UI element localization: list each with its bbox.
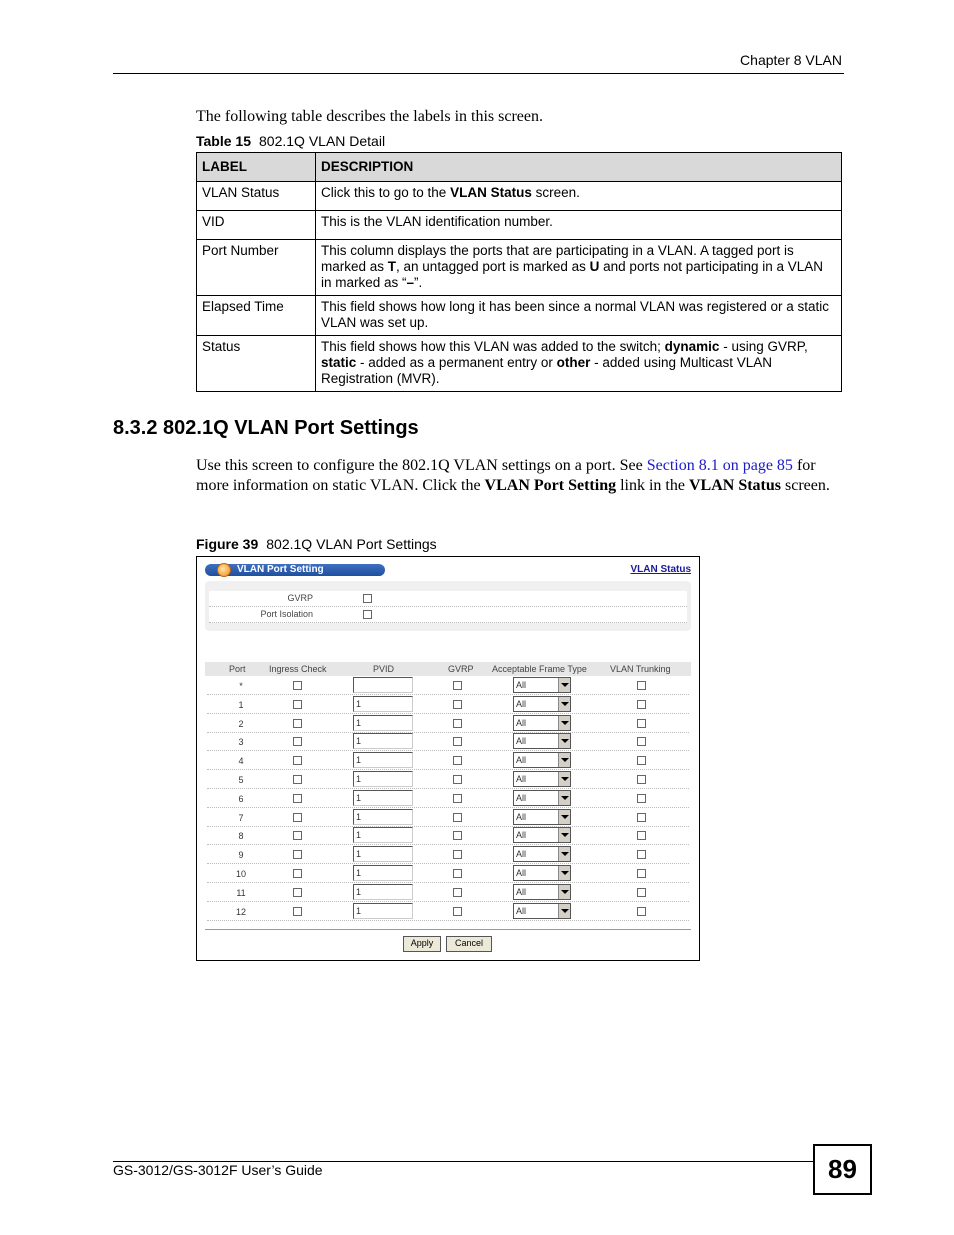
table-row <box>197 336 842 392</box>
gvrp-port-checkbox[interactable] <box>453 831 462 840</box>
port-isolation-row <box>209 607 687 623</box>
dropdown-arrow-icon <box>558 791 570 805</box>
gvrp-port-checkbox[interactable] <box>453 794 462 803</box>
ingress-check-checkbox[interactable] <box>293 831 302 840</box>
gvrp-label: GVRP <box>287 593 313 603</box>
ingress-check-checkbox[interactable] <box>293 681 302 690</box>
bottom-divider <box>205 929 691 930</box>
vlan-trunking-checkbox[interactable] <box>637 681 646 690</box>
port-row <box>207 770 689 789</box>
gvrp-port-checkbox[interactable] <box>453 756 462 765</box>
frame-type-select[interactable] <box>513 846 571 862</box>
row-description: This column displays the ports that are participating in a VLAN. A tagged port is marked as T, an untagged port is marked as U and ports not participating in a VLAN in marked as “–”. <box>316 240 842 296</box>
port-number: 1 <box>238 699 244 710</box>
header-rule <box>113 73 844 74</box>
col-description: DESCRIPTION <box>316 153 842 182</box>
dropdown-arrow-icon <box>558 885 570 899</box>
figure-number: Figure 39 <box>196 536 259 552</box>
frame-type-select[interactable] <box>513 809 571 825</box>
vlan-trunking-checkbox[interactable] <box>637 907 646 916</box>
port-row <box>207 902 689 921</box>
frame-type-value: All <box>516 774 527 784</box>
gvrp-port-checkbox[interactable] <box>453 775 462 784</box>
port-row <box>207 714 689 733</box>
port-isolation-checkbox[interactable] <box>363 610 372 619</box>
port-row <box>207 864 689 883</box>
frame-type-select[interactable] <box>513 715 571 731</box>
vlan-trunking-checkbox[interactable] <box>637 775 646 784</box>
pvid-input[interactable]: 1 <box>353 865 413 881</box>
port-number: 6 <box>238 793 244 804</box>
section-paragraph: Use this screen to configure the 802.1Q VLAN settings on a port. See Section 8.1 on page 85 for more information on static VLAN. Click the VLAN Port Setting link in the VLAN Status screen. <box>196 457 830 494</box>
frame-type-value: All <box>516 755 527 766</box>
frame-type-select[interactable] <box>513 827 571 843</box>
ingress-check-checkbox[interactable] <box>293 737 302 746</box>
row-label: VLAN Status <box>197 182 316 211</box>
port-table-header <box>205 662 691 676</box>
header-ingress-check: Ingress Check <box>269 664 327 674</box>
vlan-trunking-checkbox[interactable] <box>637 813 646 822</box>
port-row <box>207 789 689 808</box>
intro-text: The following table describes the labels in this screen. <box>196 108 544 125</box>
cancel-button[interactable]: Cancel <box>446 936 492 952</box>
port-row <box>207 695 689 714</box>
frame-type-select[interactable] <box>513 733 571 749</box>
frame-type-value: All <box>516 886 527 897</box>
ingress-check-checkbox[interactable] <box>293 869 302 878</box>
dropdown-arrow-icon <box>558 847 570 861</box>
row-label: Port Number <box>197 240 316 296</box>
gvrp-row <box>209 591 687 607</box>
port-number: 3 <box>238 737 244 748</box>
vlan-trunking-checkbox[interactable] <box>637 737 646 746</box>
section-link[interactable]: Section 8.1 on page 85 <box>646 457 793 474</box>
ingress-check-checkbox[interactable] <box>293 888 302 897</box>
frame-type-select[interactable] <box>513 696 571 712</box>
table-header-row <box>197 153 842 182</box>
vlan-trunking-checkbox[interactable] <box>637 831 646 840</box>
apply-button[interactable]: Apply <box>403 936 441 952</box>
header-pvid: PVID <box>373 664 395 674</box>
port-number: 2 <box>238 718 244 729</box>
chapter-header: Chapter 8 VLAN <box>740 52 842 68</box>
frame-type-value: All <box>516 698 527 709</box>
dropdown-arrow-icon <box>558 697 570 711</box>
frame-type-select[interactable] <box>513 677 571 693</box>
gvrp-port-checkbox[interactable] <box>453 907 462 916</box>
frame-type-select[interactable] <box>513 752 571 768</box>
vlan-status-link[interactable]: VLAN Status <box>630 564 691 575</box>
gvrp-port-checkbox[interactable] <box>453 719 462 728</box>
pvid-input[interactable]: 1 <box>353 696 413 712</box>
port-number: 12 <box>235 906 246 917</box>
orange-bullet-icon <box>217 563 231 577</box>
pvid-input[interactable]: 1 <box>353 903 413 919</box>
gvrp-checkbox[interactable] <box>363 594 372 603</box>
frame-type-value: All <box>516 717 527 728</box>
vlan-trunking-checkbox[interactable] <box>637 700 646 709</box>
table-title: 802.1Q VLAN Detail <box>259 133 386 149</box>
footer-guide-title: GS-3012/GS-3012F User’s Guide <box>113 1162 323 1178</box>
port-row <box>207 732 689 751</box>
table-row <box>197 182 842 211</box>
table-row <box>197 240 842 296</box>
ingress-check-checkbox[interactable] <box>293 813 302 822</box>
ingress-check-checkbox[interactable] <box>293 775 302 784</box>
dropdown-arrow-icon <box>558 866 570 880</box>
dropdown-arrow-icon <box>558 678 570 692</box>
vlan-trunking-checkbox[interactable] <box>637 850 646 859</box>
port-row <box>207 883 689 902</box>
dropdown-arrow-icon <box>558 716 570 730</box>
vlan-trunking-checkbox[interactable] <box>637 756 646 765</box>
frame-type-select[interactable] <box>513 771 571 787</box>
header-gvrp: GVRP <box>448 664 474 674</box>
ingress-check-checkbox[interactable] <box>293 719 302 728</box>
header-frame-type: Acceptable Frame Type <box>492 664 587 674</box>
vlan-trunking-checkbox[interactable] <box>637 888 646 897</box>
figure-title: 802.1Q VLAN Port Settings <box>266 536 437 552</box>
dropdown-arrow-icon <box>558 734 570 748</box>
table-row <box>197 296 842 336</box>
frame-type-select[interactable] <box>513 865 571 881</box>
pvid-input[interactable]: 1 <box>353 790 413 806</box>
global-settings-box <box>205 581 691 631</box>
pvid-input[interactable]: 1 <box>353 846 413 862</box>
frame-type-select[interactable] <box>513 884 571 900</box>
ingress-check-checkbox[interactable] <box>293 700 302 709</box>
gvrp-port-checkbox[interactable] <box>453 681 462 690</box>
port-number: 11 <box>236 887 246 898</box>
panel-title-bar <box>205 563 691 577</box>
frame-type-value: All <box>516 868 527 878</box>
figure-screenshot <box>196 556 700 961</box>
port-number: 8 <box>238 831 244 842</box>
port-row <box>207 751 689 770</box>
pvid-input[interactable]: 1 <box>353 715 413 731</box>
pvid-input[interactable]: 1 <box>353 809 413 825</box>
table-number: Table 15 <box>196 133 251 149</box>
dropdown-arrow-icon <box>558 810 570 824</box>
frame-type-value: All <box>516 680 527 690</box>
frame-type-value: All <box>516 792 527 803</box>
frame-type-value: All <box>516 830 527 841</box>
table-caption <box>196 133 385 149</box>
pvid-input[interactable]: 1 <box>353 827 413 843</box>
pvid-input[interactable]: 1 <box>353 884 413 900</box>
gvrp-port-checkbox[interactable] <box>453 869 462 878</box>
ingress-check-checkbox[interactable] <box>293 756 302 765</box>
row-description: This is the VLAN identification number. <box>316 211 842 240</box>
port-number: 4 <box>238 756 244 767</box>
frame-type-value: All <box>516 849 527 860</box>
frame-type-value: All <box>516 811 527 822</box>
dropdown-arrow-icon <box>558 828 570 842</box>
header-port: Port <box>229 664 246 674</box>
header-vlan-trunking: VLAN Trunking <box>610 664 671 674</box>
pvid-input[interactable]: 1 <box>353 733 413 749</box>
row-description: This field shows how long it has been since a normal VLAN was registered or a static VLAN was set up. <box>316 296 842 336</box>
pvid-input[interactable]: 1 <box>353 752 413 768</box>
figure-caption <box>196 536 437 552</box>
port-row <box>207 845 689 864</box>
dropdown-arrow-icon <box>558 904 570 918</box>
pvid-input[interactable]: 1 <box>353 771 413 787</box>
col-label: LABEL <box>197 153 316 182</box>
vlan-trunking-checkbox[interactable] <box>637 794 646 803</box>
dropdown-arrow-icon <box>558 772 570 786</box>
port-row <box>207 676 689 695</box>
page-number: 89 <box>813 1144 872 1195</box>
gvrp-port-checkbox[interactable] <box>453 888 462 897</box>
port-number: 10 <box>235 869 246 879</box>
gvrp-port-checkbox[interactable] <box>453 737 462 746</box>
dropdown-arrow-icon <box>558 753 570 767</box>
vlan-trunking-checkbox[interactable] <box>637 869 646 878</box>
panel-title: VLAN Port Setting <box>237 564 324 575</box>
table-row <box>197 211 842 240</box>
section-title: 8.3.2 802.1Q VLAN Port Settings <box>113 417 419 439</box>
frame-type-select[interactable] <box>513 790 571 806</box>
vlan-trunking-checkbox[interactable] <box>637 719 646 728</box>
frame-type-select[interactable] <box>513 903 571 919</box>
row-label: VID <box>197 211 316 240</box>
ingress-check-checkbox[interactable] <box>293 907 302 916</box>
pvid-input[interactable] <box>353 677 413 693</box>
row-description: This field shows how this VLAN was added to the switch; dynamic - using GVRP, static - added as a permanent entry or other - added using Multicast VLAN Registration (MVR). <box>316 336 842 392</box>
port-number: 5 <box>238 775 244 785</box>
row-description: Click this to go to the VLAN Status screen. <box>316 182 842 211</box>
gvrp-port-checkbox[interactable] <box>453 700 462 709</box>
port-row <box>207 826 689 845</box>
row-label: Elapsed Time <box>197 296 316 336</box>
port-row <box>207 808 689 827</box>
port-number: 7 <box>238 812 244 823</box>
frame-type-value: All <box>516 736 527 747</box>
port-isolation-label: Port Isolation <box>260 609 313 619</box>
gvrp-port-checkbox[interactable] <box>453 850 462 859</box>
port-number: 9 <box>238 850 244 861</box>
row-label: Status <box>197 336 316 392</box>
vlan-detail-table <box>196 152 842 392</box>
ingress-check-checkbox[interactable] <box>293 850 302 859</box>
gvrp-port-checkbox[interactable] <box>453 813 462 822</box>
ingress-check-checkbox[interactable] <box>293 794 302 803</box>
port-number: * <box>239 681 243 691</box>
frame-type-value: All <box>516 905 527 916</box>
